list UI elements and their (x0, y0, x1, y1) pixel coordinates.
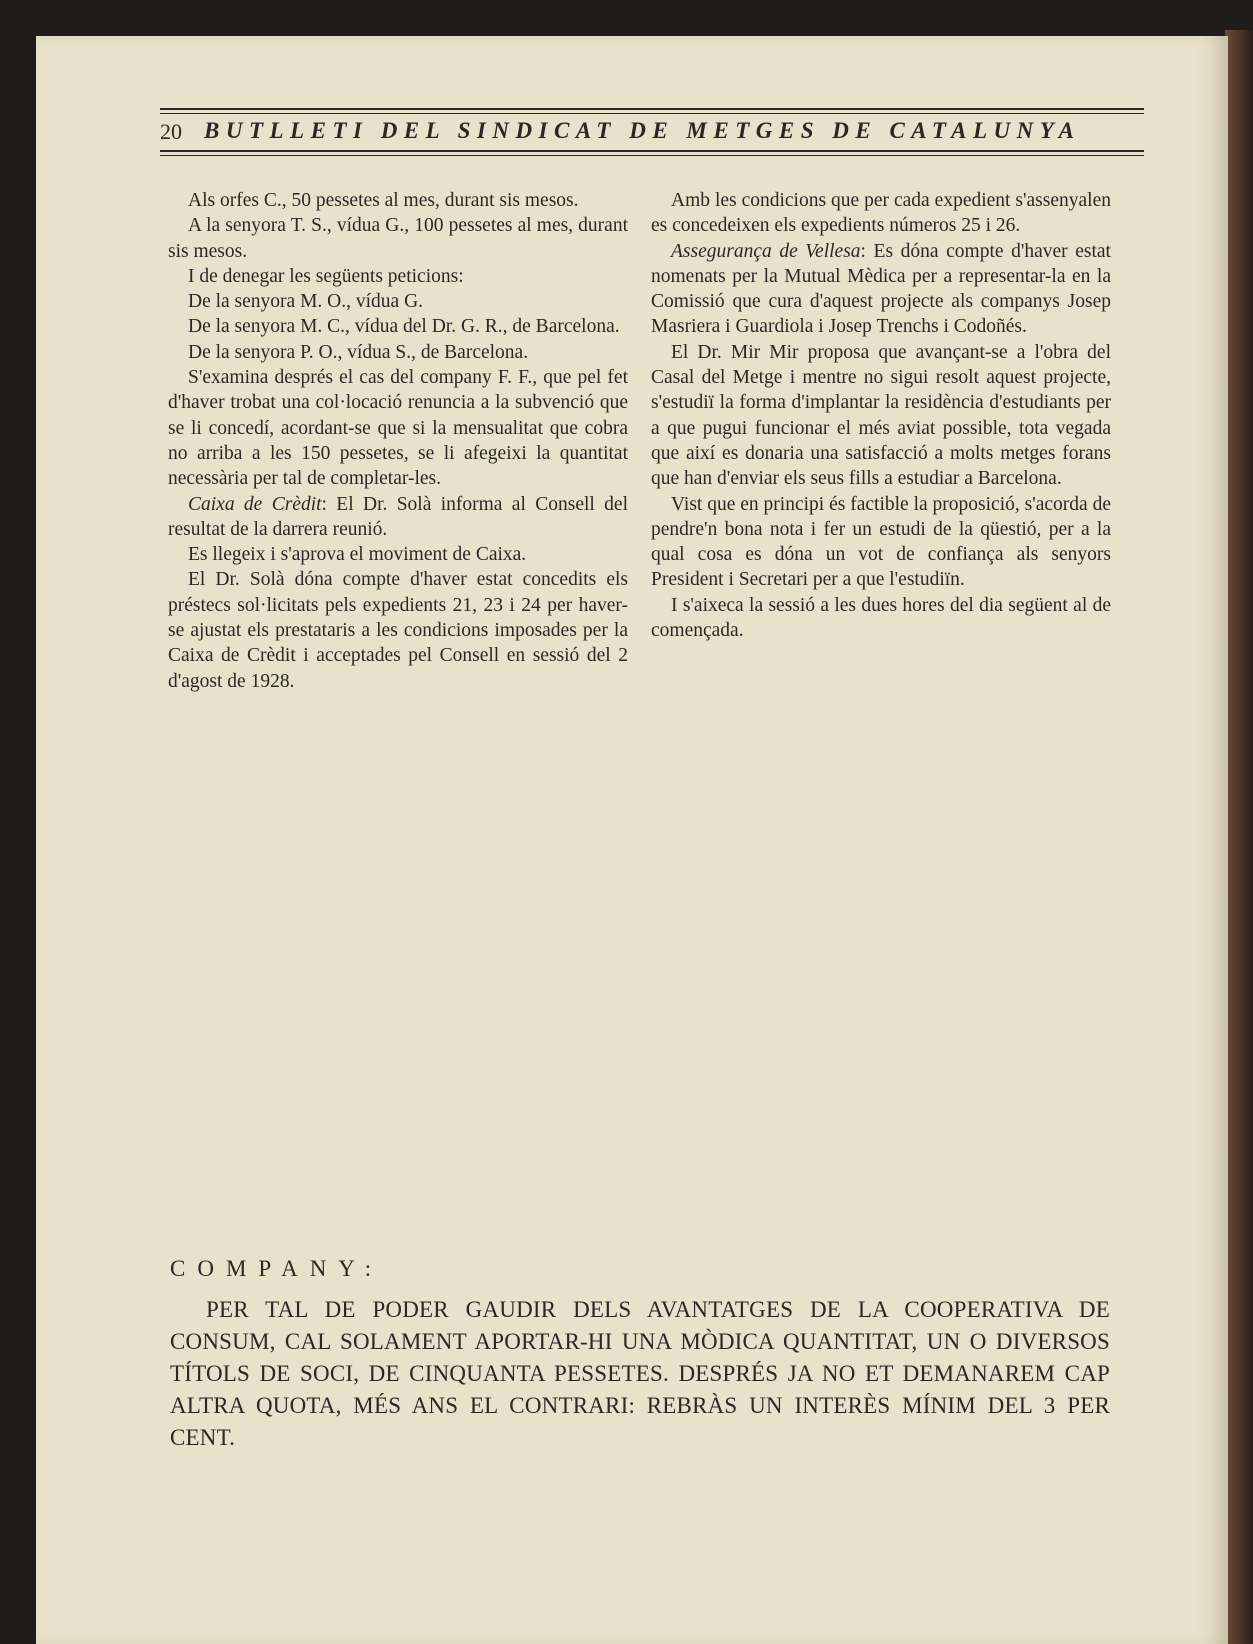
page-number: 20 (160, 119, 182, 144)
notice-heading: COMPANY: (170, 1256, 384, 1281)
section-label-asseguranca-de-vellesa: Assegurança de Vellesa (671, 240, 861, 262)
header-rule-top (160, 108, 1144, 110)
paragraph: Als orfes C., 50 pessetes al mes, durant sis mesos. (188, 190, 579, 211)
header-rule-top-thin (160, 113, 1144, 114)
left-column (168, 188, 628, 694)
paragraph: El Dr. Solà dóna compte d'haver estat concedits els préstecs sol·licitats pels expedients 21, 23 i 24 per haver-se ajustat els prestataris a les condicions imposades per la Caixa de Crèdit i acceptades pel Consell en sessió del 2 d'agost de 1928. (168, 569, 628, 692)
running-title: BUTLLETI DEL SINDICAT DE METGES DE CATALUNYA (204, 118, 1081, 143)
paragraph: I s'aixeca la sessió a les dues hores del dia següent al de començada. (651, 594, 1111, 642)
document-page (36, 36, 1228, 1644)
paragraph: De la senyora M. C., vídua del Dr. G. R., de Barcelona. (188, 316, 620, 338)
paragraph-text: : El Dr. Solà informa al Consell del resultat de la darrera reunió. (168, 493, 628, 540)
paragraph: Amb les condicions que per cada expedient s'assenyalen es concedeixen els expedients números 25 i 26. (651, 190, 1111, 237)
paragraph-text: : Es dóna compte d'haver estat nomenats per la Mutual Mèdica per a representar-la en la Comissió que cura d'aquest projecte als companys Josep Masriera i Guardiola i Josep Trenchs i Codoñés. (651, 240, 1111, 338)
header-rule-bottom-thin (160, 155, 1144, 156)
paragraph: De la senyora P. O., vídua S., de Barcelona. (188, 341, 529, 363)
paragraph: Es llegeix i s'aprova el moviment de Caixa. (188, 544, 527, 566)
header-rule-bottom (160, 150, 1144, 152)
page-header (160, 106, 1144, 162)
paragraph: El Dr. Mir Mir proposa que avançant-se a l'obra del Casal del Metge i mentre no sigui resolt aquest projecte, s'estudiï la forma d'implantar la residència d'estudiants per a que pugui funcionar el més aviat possible, tota vegada que així es donaria una satisfacció a molts metges forans que han d'enviar els seus fills a estudiar a Barcelona. (651, 341, 1111, 490)
scan-background-edge (1225, 30, 1253, 1644)
paragraph: De la senyora M. O., vídua G. (188, 291, 424, 313)
paragraph: Vist que en principi és factible la proposició, s'acorda de pendre'n bona nota i fer un estudi de la qüestió, per a la qual cosa es dóna un vot de confiança als senyors President i Secretari per a que l'estudiïn. (651, 493, 1111, 591)
paragraph (168, 492, 628, 543)
section-label-caixa-de-credit: Caixa de Crèdit (188, 493, 322, 515)
notice-body: PER TAL DE PODER GAUDIR DELS AVANTATGES DE LA COOPERATIVA DE CONSUM, CAL SOLAMENT APORTAR-HI UNA MÒDICA QUANTITAT, UN O DIVERSOS TÍTOLS DE SOCI, DE CINQUANTA PESSETES. DESPRÉS JA NO ET DEMANAREM CAP ALTRA QUOTA, MÉS ANS EL CONTRARI: REBRÀS UN INTERÈS MÍNIM DEL 3 PER CENT. (170, 1297, 1110, 1450)
paragraph: A la senyora T. S., vídua G., 100 pessetes al mes, durant sis mesos. (168, 215, 628, 262)
paragraph (651, 239, 1111, 340)
paragraph: S'examina després el cas del company F. F., que pel fet d'haver trobat una col·locació renuncia a la subvenció que se li concedí, acordant-se que si la mensualitat que cobra no arriba a les 150 pessetes, se li afegeixi la quantitat necessària per tal de completar-les. (168, 367, 628, 490)
paragraph: I de denegar les següents peticions: (188, 265, 464, 287)
cooperative-notice (170, 1254, 1110, 1454)
right-column (651, 188, 1111, 643)
